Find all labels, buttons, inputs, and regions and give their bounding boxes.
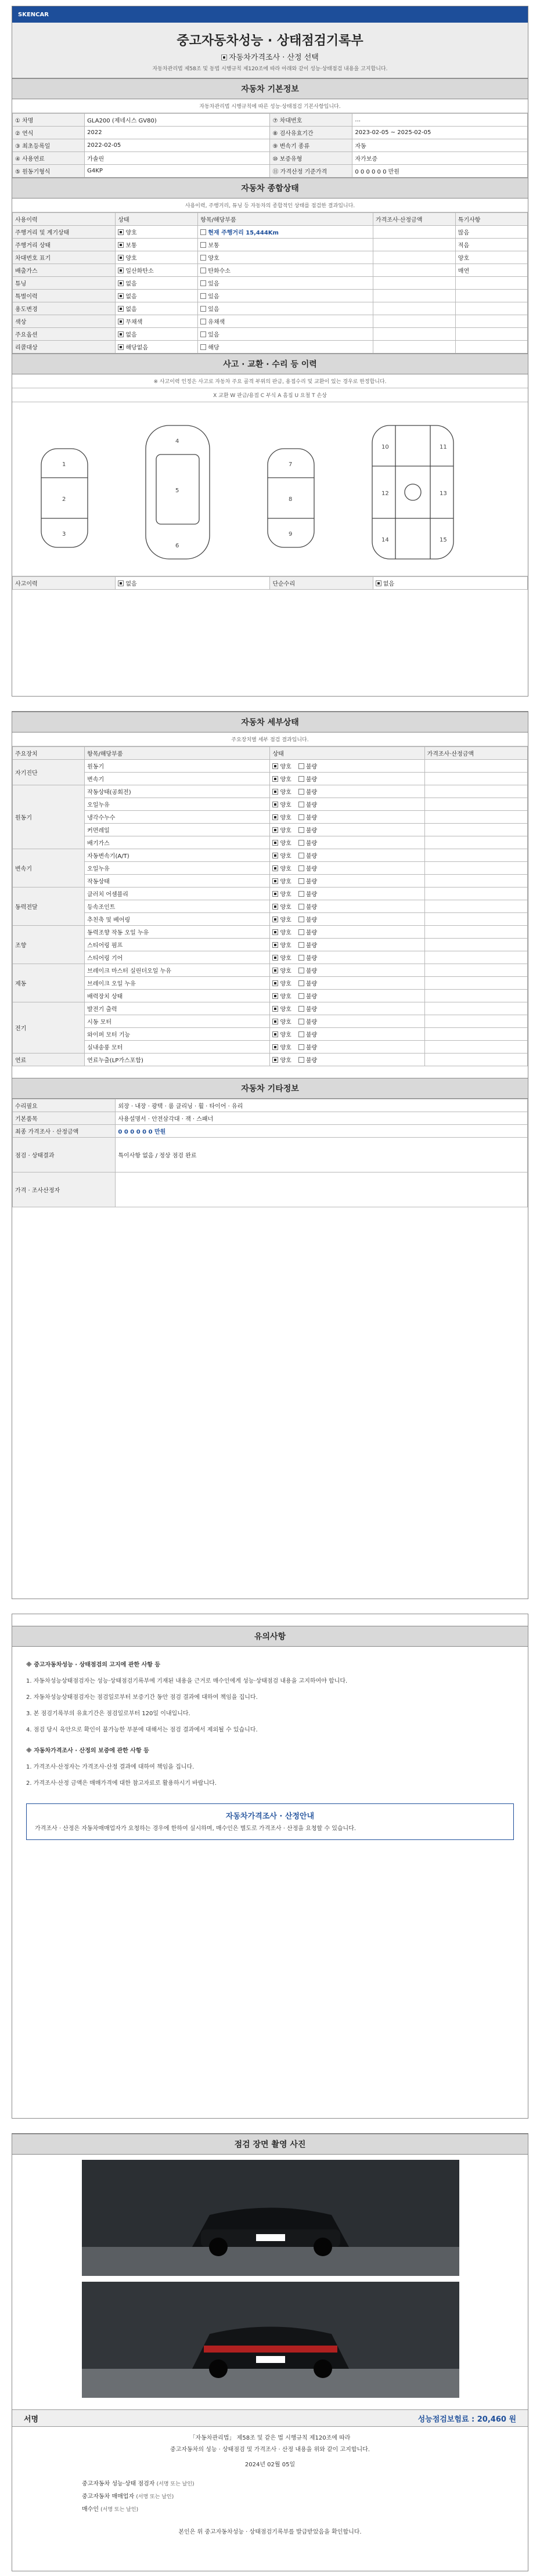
row-label: 주행거리 상태 (13, 239, 116, 251)
item-label: 스티어링 기어 (85, 951, 270, 964)
status-cell: 양호 불량 (270, 887, 424, 900)
accident-summary-table (12, 576, 528, 590)
cell: 유채색 (198, 315, 373, 328)
cell: 없음 (116, 277, 198, 290)
price-cell (424, 760, 527, 773)
status-cell: 양호 불량 (270, 939, 424, 951)
cell (455, 328, 527, 341)
table-row (13, 913, 528, 926)
status-cell: 양호 불량 (270, 990, 424, 1002)
cell: 현재 주행거리 15,444Km (198, 226, 373, 239)
group-label: 동력전달 (13, 887, 85, 926)
status-cell: 양호 불량 (270, 849, 424, 862)
svg-text:2: 2 (62, 496, 66, 503)
bottom-confirm: 본인은 위 중고자동차성능 · 상태점검기록부를 발급받았음을 확인합니다. (178, 2529, 362, 2535)
status-cell: 양호 불량 (270, 824, 424, 836)
cell: 적음 (455, 239, 527, 251)
notice-paragraph: 2. 자동차성능상태점검자는 점검일로부터 보증기간 동안 점검 결과에 대하여 책임을 집니다. (26, 1694, 258, 1701)
notice-paragraph: 4. 점검 당시 육안으로 확인이 불가능한 부분에 대해서는 점검 결과에서 제외될 수 있습니다. (26, 1727, 258, 1733)
svg-text:9: 9 (289, 531, 293, 537)
status-cell: 양호 불량 (270, 1028, 424, 1041)
table-row (13, 226, 528, 239)
table-row (13, 165, 528, 178)
value: GLA200 (제네시스 GV80) (85, 114, 270, 127)
table-row (13, 990, 528, 1002)
price-cell (424, 798, 527, 811)
price-cell (424, 849, 527, 862)
notice-body (12, 1647, 528, 1792)
item-label: 실내송풍 모터 (85, 1041, 270, 1054)
column-header: 항목/해당부품 (198, 213, 373, 226)
cell: 양호 (116, 251, 198, 264)
table-row (13, 811, 528, 824)
row-label: 배출가스 (13, 264, 116, 277)
value: 2023-02-05 ~ 2025-02-05 (352, 127, 528, 139)
cell: 많음 (455, 226, 527, 239)
status-cell: 양호 불량 (270, 760, 424, 773)
table-row (13, 785, 528, 798)
column-header: 상태 (270, 747, 424, 760)
label: 사고이력 (13, 577, 116, 590)
table-row (13, 773, 528, 785)
cell (373, 302, 455, 315)
row-label: 특별이력 (13, 290, 116, 302)
label: ⑦ 차대번호 (270, 114, 352, 127)
cell: 있음 (198, 328, 373, 341)
notice-box-text: 가격조사 · 산정은 자동차매매업자가 요청하는 경우에 한하여 실시하며, 매수인은 별도로 가격조사 · 산정을 요청할 수 있습니다. (35, 1825, 357, 1832)
notice-paragraph: ※ 중고자동차성능 · 상태점검의 고지에 관한 사항 등 (26, 1662, 161, 1668)
group-label: 제동 (13, 964, 85, 1002)
svg-text:5: 5 (175, 488, 179, 494)
accident-legend: X 교환 W 판금/용접 C 부식 A 흠집 U 요철 T 손상 (12, 388, 528, 402)
basic-info-table (12, 113, 528, 178)
car-photo-icon (82, 2282, 459, 2398)
column-header: 주요장치 (13, 747, 85, 760)
price-cell (424, 875, 527, 887)
table-row (13, 900, 528, 913)
cell: 보통 (116, 239, 198, 251)
cell (373, 315, 455, 328)
status-cell: 양호 불량 (270, 1041, 424, 1054)
brand-logo: SKENCAR (18, 11, 49, 18)
row-label: 차대번호 표기 (13, 251, 116, 264)
price-cell (424, 1002, 527, 1015)
item-label: 오일누유 (85, 798, 270, 811)
repair-value: 없음 (373, 577, 527, 590)
price-title: 자동차 기타정보 (12, 1078, 528, 1099)
car-diagram (12, 402, 528, 576)
item-label: 연료누출(LP가스포함) (85, 1054, 270, 1066)
price-cell (424, 1028, 527, 1041)
svg-text:1: 1 (62, 461, 66, 468)
report-title: 중고자동차성능 · 상태점검기록부 (177, 34, 363, 48)
basic-info-title: 자동차 기본정보 (12, 78, 528, 99)
table-row (13, 862, 528, 875)
svg-text:12: 12 (381, 490, 389, 497)
notice-sheet (12, 1614, 528, 2119)
price-cell (424, 836, 527, 849)
row-label: 튜닝 (13, 277, 116, 290)
status-cell: 양호 불량 (270, 1015, 424, 1028)
cell: 없음 (116, 328, 198, 341)
label: ⑨ 변속기 종류 (270, 139, 352, 152)
item-label: 스티어링 펌프 (85, 939, 270, 951)
label: 단순수리 (270, 577, 373, 590)
signature-bar (12, 2409, 528, 2427)
table-row (13, 1125, 528, 1138)
table-row (13, 836, 528, 849)
notice-title: 유의사항 (12, 1626, 528, 1647)
value: 자가보증 (352, 152, 528, 165)
price-cell (424, 900, 527, 913)
table-row (13, 302, 528, 315)
price-cell (424, 887, 527, 900)
table-row (13, 1172, 528, 1207)
price-cell (424, 951, 527, 964)
notice-box (26, 1803, 514, 1840)
table-row (13, 1112, 528, 1125)
sign-date: 2024년 02월 05일 (244, 2462, 296, 2468)
table-row (13, 328, 528, 341)
svg-text:10: 10 (381, 444, 389, 450)
cell: 해당 (198, 341, 373, 353)
label: 수리필요 (13, 1099, 116, 1112)
table-row (13, 341, 528, 353)
accident-note: ※ 사고이력 인정은 사고로 자동차 주요 골격 부위의 판금, 용접수리 및 교환이 있는 경우로 한정합니다. (12, 374, 528, 388)
svg-text:11: 11 (440, 444, 447, 450)
table-row (13, 977, 528, 990)
value: 0 0 0 0 0 0 만원 (352, 165, 528, 178)
seller-row: 중고자동차 매매업자 (서명 또는 날인) (82, 2494, 174, 2500)
value (116, 1172, 528, 1207)
label: ④ 사용연료 (13, 152, 85, 165)
table-row (13, 127, 528, 139)
cell: 없음 (116, 302, 198, 315)
item-label: 브레이크 오일 누유 (85, 977, 270, 990)
group-label: 원동기 (13, 785, 85, 849)
cell (373, 290, 455, 302)
label: 점검 · 상태결과 (13, 1138, 116, 1172)
table-row (13, 1002, 528, 1015)
inspection-sheet-1 (12, 6, 528, 697)
cell: 양호 (116, 226, 198, 239)
table-row (13, 251, 528, 264)
label: ② 연식 (13, 127, 85, 139)
status-cell: 양호 불량 (270, 862, 424, 875)
label: ① 차명 (13, 114, 85, 127)
table-row (13, 1015, 528, 1028)
cell (455, 302, 527, 315)
item-label: 클러치 어셈블리 (85, 887, 270, 900)
table-row (13, 114, 528, 127)
table-row (13, 939, 528, 951)
table-row (13, 1054, 528, 1066)
value: G4KP (85, 165, 270, 178)
basic-info-note: 자동차관리법 시행규칙에 따른 성능·상태점검 기본사항입니다. (12, 99, 528, 113)
price-cell (424, 1054, 527, 1066)
row-label: 리콜대상 (13, 341, 116, 353)
inspection-photo-rear (82, 2282, 459, 2398)
accident-history-value: 없음 (116, 577, 270, 590)
status-cell: 양호 불량 (270, 926, 424, 939)
table-row (13, 798, 528, 811)
table-row (13, 964, 528, 977)
svg-text:3: 3 (62, 531, 66, 537)
buyer-row: 매수인 (서명 또는 날인) (82, 2506, 139, 2513)
photos-title: 점검 장면 촬영 사진 (12, 2134, 528, 2155)
table-row (13, 264, 528, 277)
item-label: 시동 모터 (85, 1015, 270, 1028)
notice-paragraph: 1. 가격조사·산정자는 가격조사·산정 결과에 대하여 책임을 집니다. (26, 1764, 195, 1770)
item-label: 배기가스 (85, 836, 270, 849)
item-label: 와이퍼 모터 기능 (85, 1028, 270, 1041)
legal-line-1: 「자동차관리법」 제58조 및 같은 법 시행규칙 제120조에 따라 (189, 2435, 351, 2441)
price-cell (424, 977, 527, 990)
table-row (13, 239, 528, 251)
cell (455, 290, 527, 302)
status-cell: 양호 불량 (270, 951, 424, 964)
legal-line-2: 중고자동차의 성능 · 상태점검 및 가격조사 · 산정 내용을 위와 같이 고지합니다. (170, 2447, 370, 2453)
report-note: 자동차관리법 제58조 및 동법 시행규칙 제120조에 따라 아래와 같이 성능·상태점검 내용을 고지합니다. (152, 66, 388, 72)
svg-text:14: 14 (381, 537, 389, 543)
row-label: 주행거리 및 계기상태 (13, 226, 116, 239)
cell (373, 251, 455, 264)
table-row (13, 315, 528, 328)
row-label: 용도변경 (13, 302, 116, 315)
item-label: 작동상태(공회전) (85, 785, 270, 798)
label: ⑤ 원동기형식 (13, 165, 85, 178)
value: 자동 (352, 139, 528, 152)
table-row (13, 577, 528, 590)
column-header: 가격조사·산정금액 (424, 747, 527, 760)
status-cell: 양호 불량 (270, 798, 424, 811)
value: 2022-02-05 (85, 139, 270, 152)
cell: 양호 (455, 251, 527, 264)
item-label: 등속조인트 (85, 900, 270, 913)
cell: 매연 (455, 264, 527, 277)
group-label: 연료 (13, 1054, 85, 1066)
status-cell: 양호 불량 (270, 773, 424, 785)
status-cell: 양호 불량 (270, 977, 424, 990)
cell: 무채색 (116, 315, 198, 328)
cell: 보통 (198, 239, 373, 251)
table-row (13, 887, 528, 900)
price-cell (424, 1041, 527, 1054)
label: ⑩ 보증유형 (270, 152, 352, 165)
state-note: 사용이력, 주행거리, 튜닝 등 자동차의 종합적인 상태를 점검한 결과입니다. (12, 199, 528, 212)
price-cell (424, 926, 527, 939)
cell: 있음 (198, 277, 373, 290)
inspection-sheet-2 (12, 711, 528, 1599)
detail-title: 자동차 세부상태 (12, 712, 528, 733)
column-header: 항목/해당부품 (85, 747, 270, 760)
cell: 양호 (198, 251, 373, 264)
notice-box-title: 자동차가격조사 · 산정안내 (225, 1812, 315, 1821)
price-cell (424, 824, 527, 836)
table-row (13, 849, 528, 862)
table-row (13, 152, 528, 165)
label: 가격 · 조사산정자 (13, 1172, 116, 1207)
item-label: 추친축 및 베어링 (85, 913, 270, 926)
label: ⑧ 검사유효기간 (270, 127, 352, 139)
cell (373, 226, 455, 239)
row-label: 주요옵션 (13, 328, 116, 341)
cell: 탄화수소 (198, 264, 373, 277)
cell: 있음 (198, 302, 373, 315)
price-cell (424, 773, 527, 785)
notice-paragraph: 1. 자동차성능상태점검자는 성능·상태점검기록부에 기재된 내용을 근거로 매수인에게 성능·상태점검 내용을 고지하여야 합니다. (26, 1678, 348, 1684)
table-row (13, 277, 528, 290)
item-label: 자동변속기(A/T) (85, 849, 270, 862)
status-cell: 양호 불량 (270, 836, 424, 849)
item-label: 배력장치 상태 (85, 990, 270, 1002)
state-table (12, 212, 528, 353)
table-header-row (13, 213, 528, 226)
item-label: 변속기 (85, 773, 270, 785)
item-label: 작동상태 (85, 875, 270, 887)
detail-table (12, 746, 528, 1066)
svg-text:13: 13 (440, 490, 447, 497)
table-row (13, 951, 528, 964)
price-cell (424, 785, 527, 798)
group-label: 전기 (13, 1002, 85, 1054)
status-cell: 양호 불량 (270, 785, 424, 798)
value: 외장 · 내장 · 광택 · 룸 클리닝 · 휠 · 타이어 · 유리 (116, 1099, 528, 1112)
label: 기본품목 (13, 1112, 116, 1125)
table-row (13, 926, 528, 939)
photo-sheet (12, 2133, 528, 2571)
cell (373, 264, 455, 277)
car-photo-icon (82, 2160, 459, 2276)
status-cell: 양호 불량 (270, 1054, 424, 1066)
accident-title: 사고 · 교환 · 수리 등 이력 (12, 353, 528, 374)
brand-bar (12, 6, 528, 23)
inspection-photo-front (82, 2160, 459, 2276)
value: ... (352, 114, 528, 127)
table-row (13, 1028, 528, 1041)
column-header: 상태 (116, 213, 198, 226)
cell: 있음 (198, 290, 373, 302)
price-cell (424, 990, 527, 1002)
price-table (12, 1099, 528, 1207)
total-value: 0 0 0 0 0 0 만원 (116, 1125, 528, 1138)
notice-paragraph: ※ 자동차가격조사 · 산정의 보증에 관한 사항 등 (26, 1748, 149, 1754)
svg-text:7: 7 (289, 461, 293, 468)
svg-text:4: 4 (175, 438, 179, 445)
item-label: 동력조향 작동 오일 누유 (85, 926, 270, 939)
group-label: 변속기 (13, 849, 85, 887)
table-row (13, 760, 528, 773)
cell (455, 341, 527, 353)
table-row (13, 824, 528, 836)
cell (373, 341, 455, 353)
table-row (13, 290, 528, 302)
cell: 없음 (116, 290, 198, 302)
value: 특이사항 없음 / 정상 점검 완료 (116, 1138, 528, 1172)
signature-block (12, 2433, 528, 2539)
status-cell: 양호 불량 (270, 900, 424, 913)
signer-rows (82, 2478, 458, 2516)
svg-text:6: 6 (175, 543, 179, 549)
total-label: 최종 가격조사 · 산정금액 (13, 1125, 116, 1138)
cell (373, 277, 455, 290)
report-header (12, 23, 528, 78)
checkbox-icon (221, 55, 227, 60)
report-subtitle: 자동차가격조사 · 산정 선택 (12, 51, 528, 62)
price-cell (424, 939, 527, 951)
table-header-row (13, 747, 528, 760)
item-label: 오일누유 (85, 862, 270, 875)
table-row (13, 1099, 528, 1112)
notice-paragraph: 2. 가격조사·산정 금액은 매매가격에 대한 참고자료로 활용하시기 바랍니다. (26, 1780, 217, 1787)
svg-text:15: 15 (440, 537, 447, 543)
car-outline-icon (12, 402, 528, 576)
cell (455, 315, 527, 328)
fee-label: 성능점검보험료 : 20,460 원 (417, 2415, 516, 2424)
notice-paragraph: 3. 본 점검기록부의 유효기간은 점검일로부터 120일 이내입니다. (26, 1711, 190, 1717)
price-cell (424, 862, 527, 875)
table-row (13, 875, 528, 887)
table-row (13, 139, 528, 152)
group-label: 자기진단 (13, 760, 85, 785)
price-cell (424, 964, 527, 977)
status-cell: 양호 불량 (270, 913, 424, 926)
column-header: 사용이력 (13, 213, 116, 226)
sign-label: 서명 (24, 2415, 39, 2424)
price-cell (424, 811, 527, 824)
cell (373, 328, 455, 341)
detail-note: 주요장치별 세부 점검 결과입니다. (12, 733, 528, 746)
value: 가솔린 (85, 152, 270, 165)
group-label: 조향 (13, 926, 85, 964)
value: 사용설명서 · 안전삼각대 · 잭 · 스패너 (116, 1112, 528, 1125)
status-cell: 양호 불량 (270, 875, 424, 887)
label: ⑪ 가격산정 기준가격 (270, 165, 352, 178)
item-label: 원동기 (85, 760, 270, 773)
state-title: 자동차 종합상태 (12, 178, 528, 199)
svg-text:8: 8 (289, 496, 293, 503)
cell: 일산화탄소 (116, 264, 198, 277)
status-cell: 양호 불량 (270, 964, 424, 977)
item-label: 발전기 출력 (85, 1002, 270, 1015)
status-cell: 양호 불량 (270, 1002, 424, 1015)
status-cell: 양호 불량 (270, 811, 424, 824)
item-label: 브레이크 마스터 실린더오일 누유 (85, 964, 270, 977)
table-row (13, 1041, 528, 1054)
row-label: 색상 (13, 315, 116, 328)
checker-row: 중고자동차 성능·상태 점검자 (서명 또는 날인) (82, 2481, 195, 2487)
item-label: 냉각수누수 (85, 811, 270, 824)
cell: 해당없음 (116, 341, 198, 353)
cell (455, 277, 527, 290)
price-cell (424, 913, 527, 926)
column-header: 특기사항 (455, 213, 527, 226)
cell (373, 239, 455, 251)
value: 2022 (85, 127, 270, 139)
column-header: 가격조사·산정금액 (373, 213, 455, 226)
price-cell (424, 1015, 527, 1028)
label: ③ 최초등록일 (13, 139, 85, 152)
item-label: 커먼레일 (85, 824, 270, 836)
table-row (13, 1138, 528, 1172)
